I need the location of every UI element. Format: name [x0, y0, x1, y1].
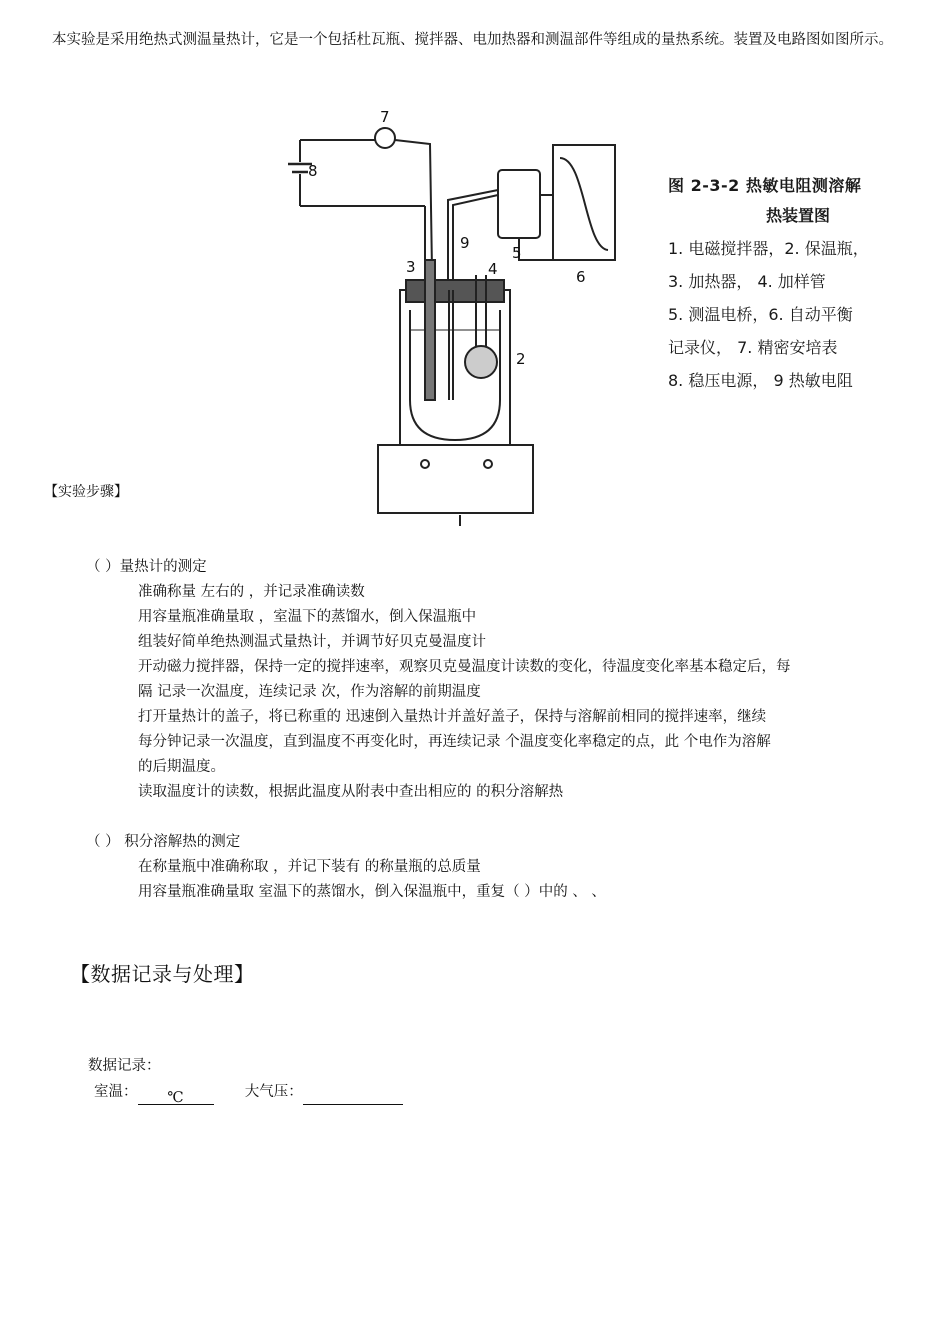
- conditions-row: [94, 1080, 403, 1105]
- caption-line: 1. 电磁搅拌器，2. 保温瓶，: [668, 239, 869, 258]
- section-data-heading: 【数据记录与处理】: [70, 962, 255, 986]
- caption-line: 5. 测温电桥，6. 自动平衡: [668, 305, 853, 324]
- figure-label-7: 7: [380, 108, 390, 126]
- pressure-label: 大气压：: [244, 1084, 303, 1100]
- part2-line: 在称量瓶中准确称取 ，并记下装有 的称量瓶的总质量: [138, 859, 481, 875]
- apparatus-figure: [270, 100, 630, 530]
- part1-line: 每分钟记录一次温度，直到温度不再变化时，再连续记录 个温度变化率稳定的点，此 个电作为溶解: [138, 734, 771, 750]
- part1-line: 读取温度计的读数，根据此温度从附表中查出相应的 的积分溶解热: [138, 784, 564, 800]
- figure-label-4: 4: [488, 260, 498, 278]
- caption-subtitle: 热装置图: [766, 206, 831, 225]
- part1-line: 准确称量 左右的 ，并记录准确读数: [138, 584, 365, 600]
- room-temp-label: 室温：: [94, 1084, 138, 1100]
- part1-line: 用容量瓶准确量取 ，室温下的蒸馏水，倒入保温瓶中: [138, 609, 477, 625]
- figure-label-5: 5: [512, 244, 522, 262]
- room-temp-unit: ℃: [167, 1090, 184, 1106]
- pressure-field[interactable]: [303, 1086, 403, 1105]
- part1-line: 开动磁力搅拌器，保持一定的搅拌速率，观察贝克曼温度计读数的变化，待温度变化率基本稳定后，每: [138, 659, 791, 675]
- caption-title: 图 2-3-2 热敏电阻测溶解: [668, 176, 862, 195]
- figure-caption: [668, 172, 869, 397]
- part2-heading: （ ） 积分溶解热的测定: [86, 834, 241, 850]
- caption-line: 8. 稳压电源， 9 热敏电阻: [668, 371, 853, 390]
- part1-line: 组装好简单绝热测温式量热计，并调节好贝克曼温度计: [138, 634, 486, 650]
- figure-label-2: 2: [516, 350, 526, 368]
- figure-label-8: 8: [308, 162, 318, 180]
- figure-label-3: 3: [406, 258, 416, 276]
- room-temp-field[interactable]: [138, 1086, 214, 1105]
- caption-line: 记录仪， 7. 精密安培表: [668, 338, 838, 357]
- figure-label-6: 6: [576, 268, 586, 286]
- part1-heading: （ ）量热计的测定: [86, 559, 207, 575]
- intro-paragraph: 本实验是采用绝热式测温量热计，它是一个包括杜瓦瓶、搅拌器、电加热器和测温部件等组成的量热系统。装置及电路图如图所示。: [52, 32, 893, 48]
- part2-line: 用容量瓶准确量取 室温下的蒸馏水，倒入保温瓶中，重复（ ）中的 、 、: [138, 884, 606, 900]
- caption-line: 3. 加热器， 4. 加样管: [668, 272, 826, 291]
- data-record-label: 数据记录：: [88, 1058, 161, 1074]
- figure-label-9: 9: [460, 234, 470, 252]
- part1-line: 隔 记录一次温度，连续记录 次，作为溶解的前期温度: [138, 684, 481, 700]
- part1-line: 打开量热计的盖子，将已称重的 迅速倒入量热计并盖好盖子，保持与溶解前相同的搅拌速率，继续: [138, 709, 767, 725]
- part1-line: 的后期温度。: [138, 759, 225, 775]
- section-steps-heading: 【实验步骤】: [44, 484, 128, 500]
